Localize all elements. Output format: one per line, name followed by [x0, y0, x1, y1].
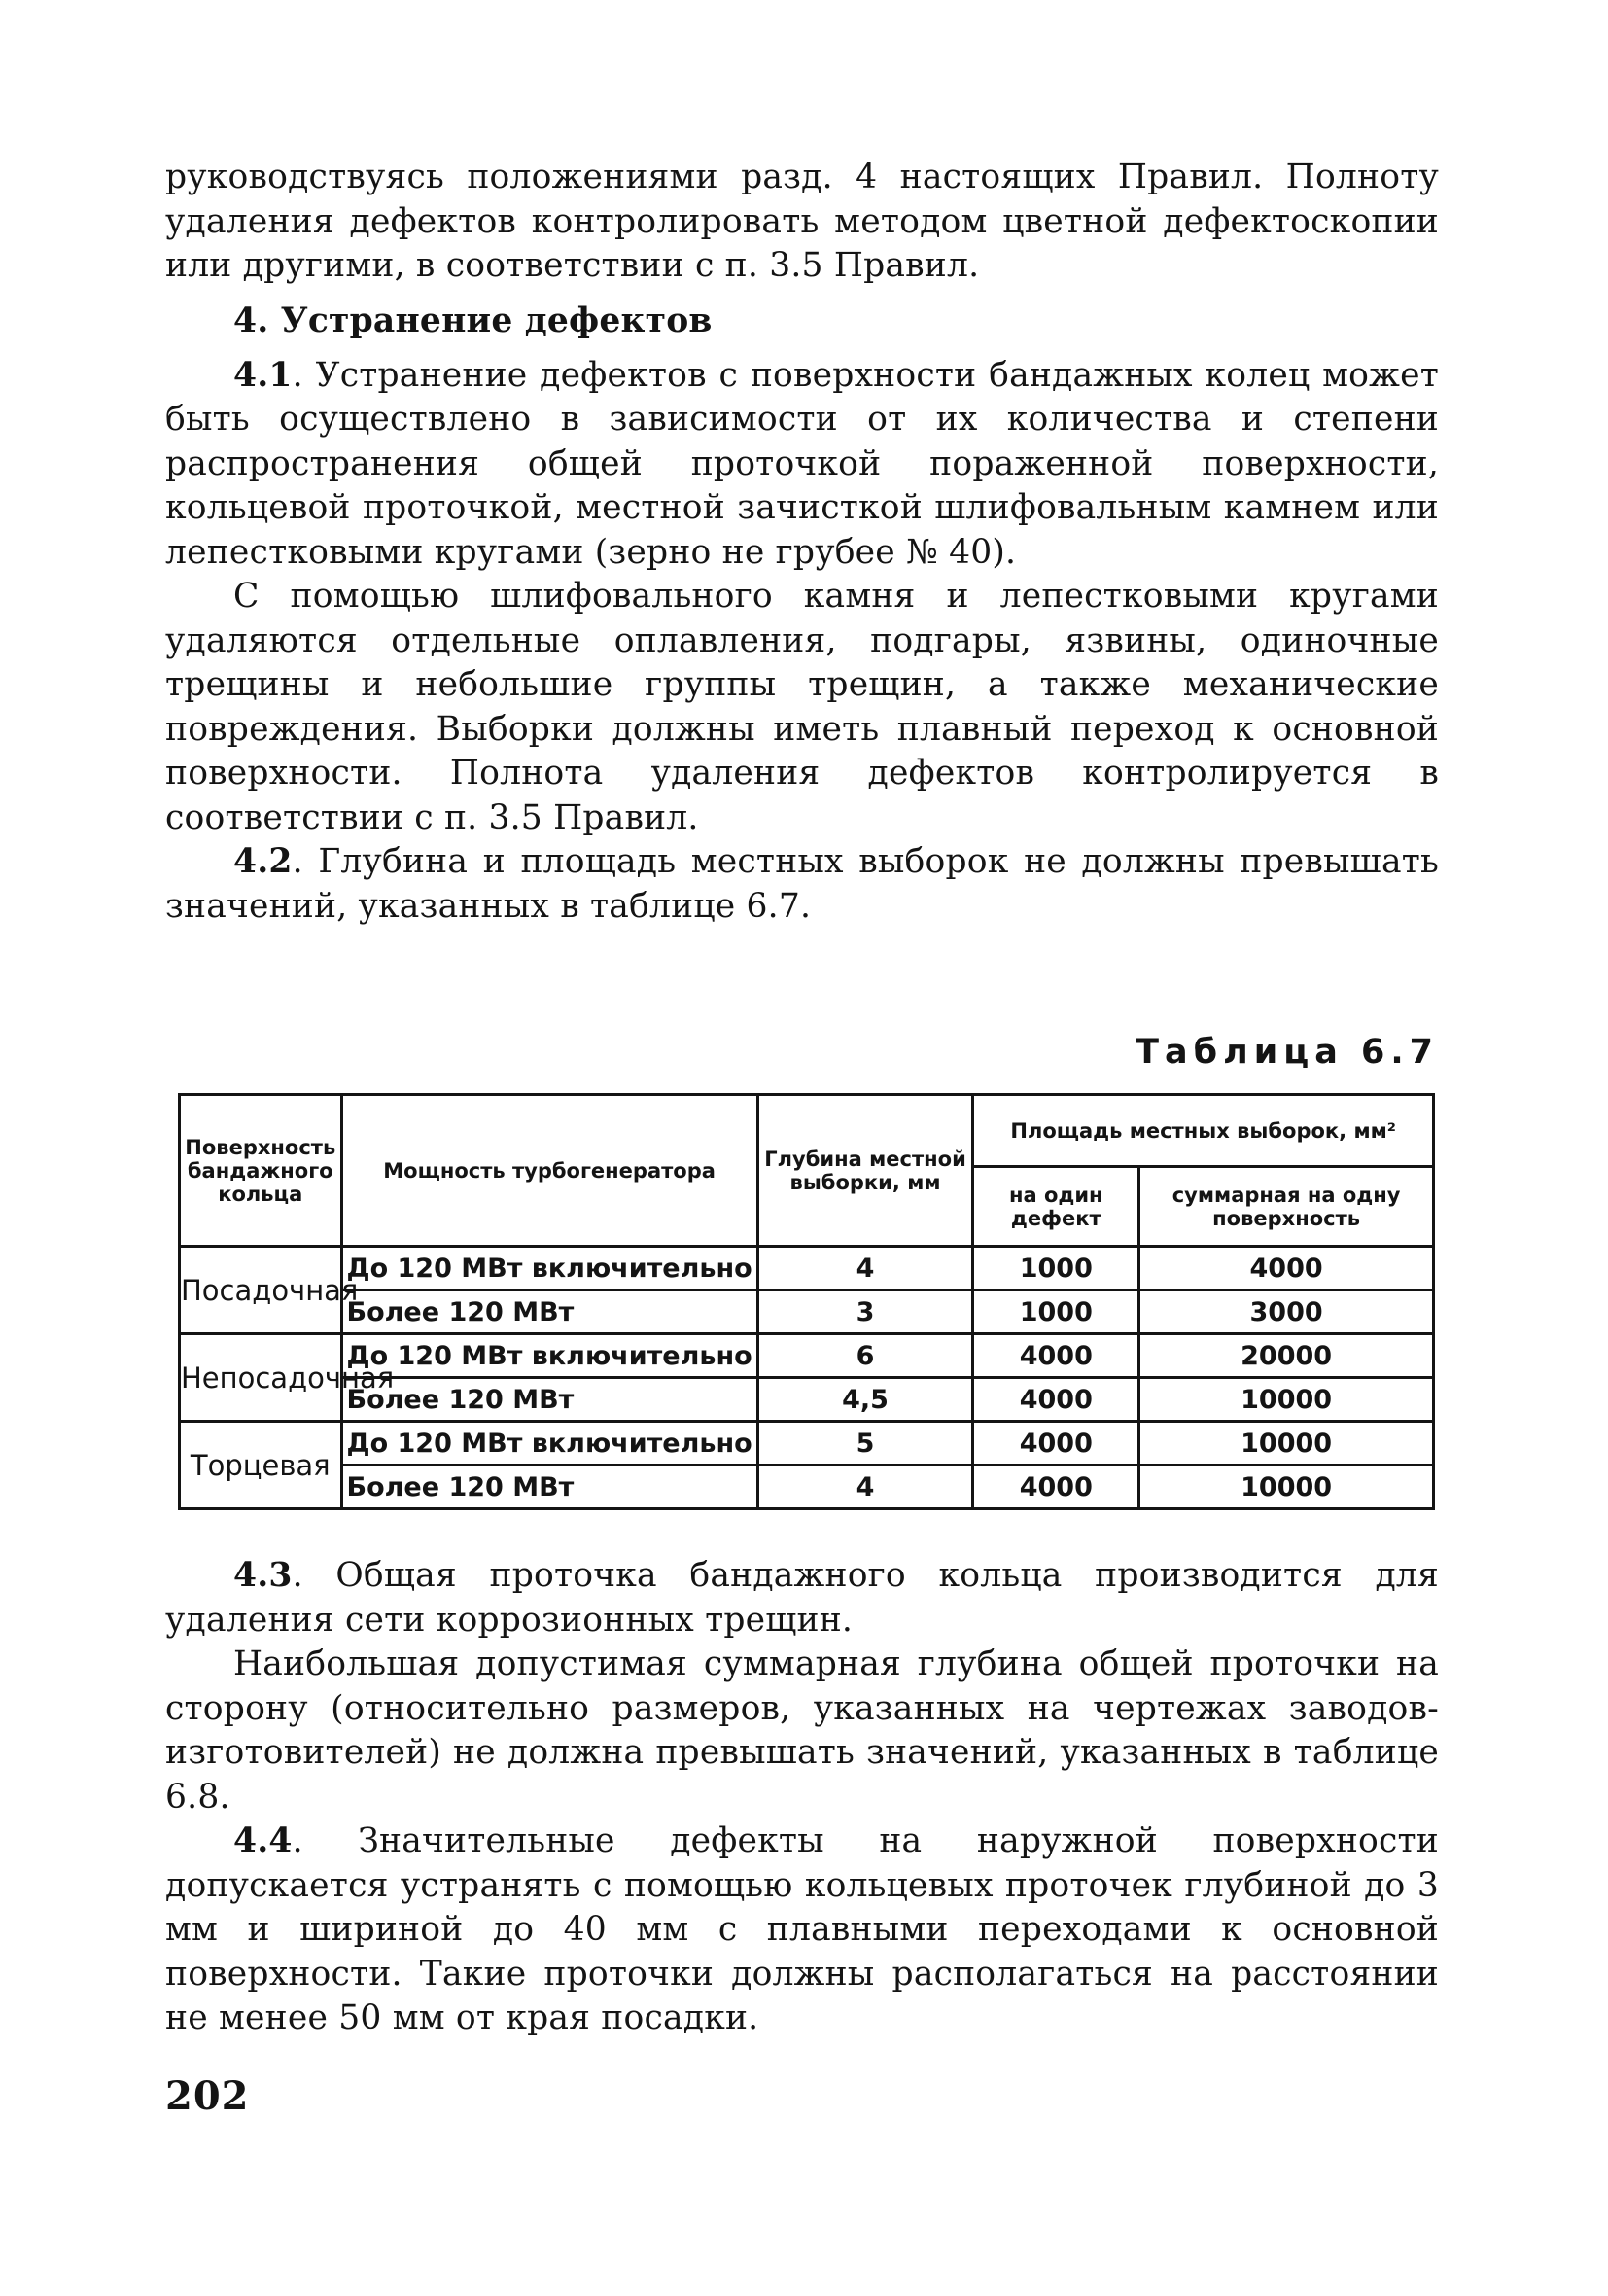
table-6-7 [178, 1093, 1435, 1510]
paragraph-4-1-text: . Устранение дефектов с поверхности бандажных колец может быть осуществлено в зависимости от их количества и степени распространения общей проточкой пораженной поверхности, кольцевой проточкой, местной зачисткой шлифовальным камнем или лепестковыми кругами (зерно не грубее № 40). [165, 355, 1439, 572]
area-total-cell: 10000 [1139, 1466, 1434, 1509]
section-heading: 4. Устранение дефектов [233, 300, 713, 340]
power-cell: Более 120 МВт [341, 1466, 757, 1509]
paragraph-4-2-text: . Глубина и площадь местных выборок не должны превышать значений, указанных в таблице 6.7. [165, 842, 1439, 926]
header-area-total: суммарная на одну поверхность [1139, 1167, 1434, 1247]
paragraph-4-1-number: 4.1 [233, 355, 293, 395]
area-total-cell: 10000 [1139, 1378, 1434, 1422]
page-number: 202 [165, 2073, 250, 2119]
power-cell: До 120 МВт включительно [341, 1422, 757, 1466]
area-one-cell: 4000 [973, 1422, 1139, 1466]
area-total-cell: 10000 [1139, 1422, 1434, 1466]
table-row [180, 1247, 1434, 1290]
header-surface: Поверхность бандажного кольца [180, 1095, 342, 1247]
paragraph-4-3-text: . Общая проточка бандажного кольца производится для удаления сети коррозионных трещин. [165, 1556, 1439, 1640]
header-area: Площадь местных выборок, мм² [973, 1095, 1434, 1167]
paragraph-4-3-number: 4.3 [233, 1556, 293, 1595]
surface-cell: Торцевая [180, 1422, 342, 1509]
area-one-cell: 4000 [973, 1378, 1139, 1422]
header-area-one-defect: на один дефект [973, 1167, 1139, 1247]
depth-cell: 6 [757, 1334, 973, 1378]
depth-cell: 4 [757, 1466, 973, 1509]
paragraph-4-1 [165, 354, 1439, 576]
table-row [180, 1334, 1434, 1378]
power-cell: До 120 МВт включительно [341, 1334, 757, 1378]
area-one-cell: 4000 [973, 1466, 1139, 1509]
paragraph-4-4-number: 4.4 [233, 1821, 293, 1860]
header-power: Мощность турбогенератора [341, 1095, 757, 1247]
table-row [180, 1466, 1434, 1509]
lower-text-block [165, 1554, 1439, 2041]
depth-cell: 4 [757, 1247, 973, 1290]
paragraph-4-4-text: . Значительные дефекты на наружной поверхности допускается устранять с помощью кольцевых проточек глубиной до 3 мм и шириной до 40 мм с плавными переходами к основной поверхности. Такие проточки должны располагаться на расстоянии не менее 50 мм от края посадки. [165, 1821, 1439, 2037]
area-one-cell: 1000 [973, 1290, 1139, 1334]
surface-cell: Непосадочная [180, 1334, 342, 1422]
paragraph-4-3 [165, 1554, 1439, 1643]
header-depth: Глубина местной выборки, мм [757, 1095, 973, 1247]
power-cell: Более 120 МВт [341, 1290, 757, 1334]
table-caption: Таблица 6.7 [1136, 1033, 1439, 1072]
area-total-cell: 3000 [1139, 1290, 1434, 1334]
intro-paragraph: руководствуясь положениями разд. 4 настоящих Правил. Полноту удаления дефектов контролировать методом цветной дефектоскопии или другими, в соответствии с п. 3.5 Правил. [165, 158, 1439, 285]
upper-text-block [165, 156, 1439, 929]
surface-cell: Посадочная [180, 1247, 342, 1334]
area-one-cell: 1000 [973, 1247, 1139, 1290]
paragraph-4-3-continued: Наибольшая допустимая суммарная глубина общей проточки на сторону (относительно размеров, указанных на чертежах заводов-изготовителей) не должна превышать значений, указанных в таблице 6.8. [165, 1644, 1439, 1817]
paragraph-4-2-number: 4.2 [233, 842, 293, 881]
area-total-cell: 20000 [1139, 1334, 1434, 1378]
power-cell: Более 120 МВт [341, 1378, 757, 1422]
depth-cell: 5 [757, 1422, 973, 1466]
area-total-cell: 4000 [1139, 1247, 1434, 1290]
table-row [180, 1290, 1434, 1334]
power-cell: До 120 МВт включительно [341, 1247, 757, 1290]
depth-cell: 4,5 [757, 1378, 973, 1422]
paragraph-4-4 [165, 1819, 1439, 2041]
area-one-cell: 4000 [973, 1334, 1139, 1378]
paragraph-4-1-continued: С помощью шлифовального камня и лепестковыми кругами удаляются отдельные оплавления, подгары, язвины, одиночные трещины и небольшие группы трещин, а также механические повреждения. Выборки должны иметь плавный переход к основной поверхности. Полнота удаления дефектов контролируется в соответствии с п. 3.5 Правил. [165, 577, 1439, 837]
paragraph-4-2 [165, 840, 1439, 929]
table-row [180, 1422, 1434, 1466]
table-row [180, 1378, 1434, 1422]
depth-cell: 3 [757, 1290, 973, 1334]
